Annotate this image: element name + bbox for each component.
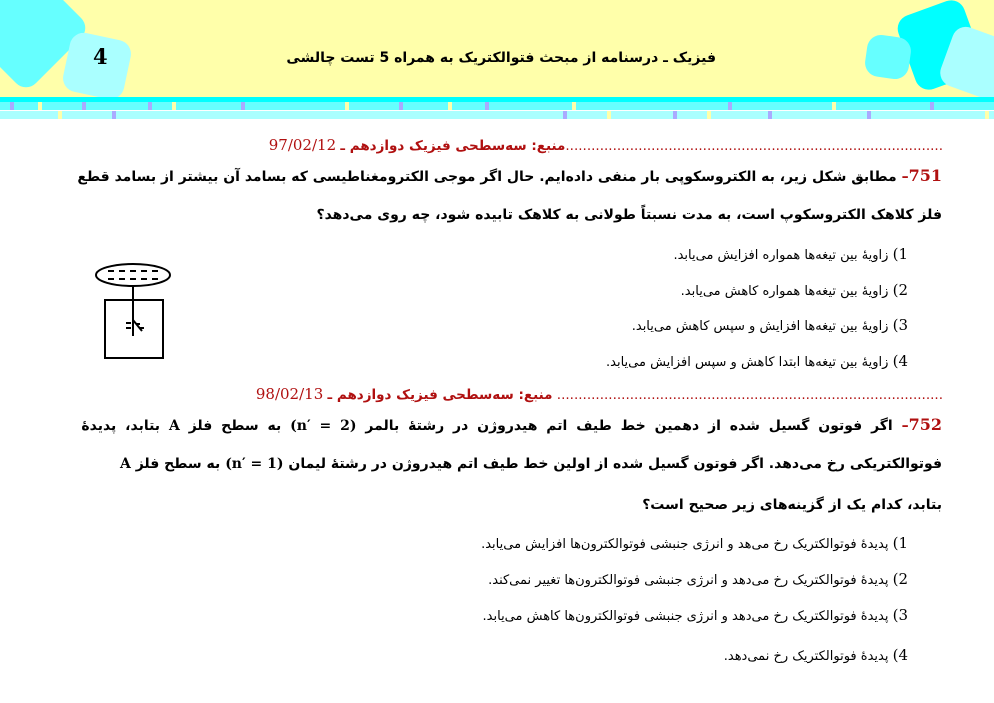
document-title: فیزیک ـ درسنامه از مبحث فتوالکتریک به همراه 5 تست چالشی — [286, 50, 716, 66]
question-number: 751 — [908, 166, 942, 185]
question-751-option-2[interactable]: 2) زاویهٔ بین تیغه‌ها همواره کاهش می‌یابد. — [680, 281, 908, 299]
question-751-option-3[interactable]: 3) زاویهٔ بین تیغه‌ها افزایش و سپس کاهش می‌یابد. — [631, 316, 908, 334]
source-date: 98/02/13 — [255, 385, 324, 403]
question-751-option-4[interactable]: 4) زاویهٔ بین تیغه‌ها ابتدا کاهش و سپس افزایش می‌یابد. — [606, 352, 908, 370]
source-label: منبع: سه‌سطحی فیزیک دوازدهم ـ — [327, 387, 553, 403]
electroscope-diagram — [90, 258, 180, 364]
electroscope-cap — [96, 264, 170, 286]
question-751-line-1: 751– مطابق شکل زیر، به الکتروسکوپی بار منفی داده‌ایم. حال اگر موجی الکترومغناطیسی که بسامد آن بیشتر از بسامد قطع — [77, 166, 942, 185]
question-752-option-3[interactable]: 3) پدیدهٔ فوتوالکتریک رخ می‌دهد و انرژی جنبشی فوتوالکترون‌ها کاهش می‌یابد. — [482, 606, 908, 624]
page-number: 4 — [93, 44, 108, 69]
decor-square-right-2 — [863, 33, 912, 81]
header-stripes — [0, 97, 994, 121]
page-header — [0, 0, 994, 100]
math-n-prime-2: (n′ = 2) — [290, 418, 357, 434]
question-751-option-1[interactable]: 1) زاویهٔ بین تیغه‌ها همواره افزایش می‌یابد. — [673, 245, 908, 263]
question-752-source: .......................................................................................... منبع: سه‌سطحی فیزیک دوازدهم ـ 98/02/13 — [255, 385, 943, 403]
question-751-source: ........................................................................................منبع: سه‌سطحی فیزیک دوازدهم ـ 97/02/12 — [268, 136, 943, 154]
question-752-option-1[interactable]: 1) پدیدهٔ فوتوالکتریک رخ می‌هد و انرژی جنبشی فوتوالکترون‌ها افزایش می‌یابد. — [481, 534, 908, 552]
question-752-option-2[interactable]: 2) پدیدهٔ فوتوالکتریک رخ می‌دهد و انرژی جنبشی فوتوالکترون‌ها تغییر نمی‌کند. — [488, 570, 908, 588]
source-label: منبع: سه‌سطحی فیزیک دوازدهم ـ — [340, 138, 566, 154]
question-752-option-4[interactable]: 4) پدیدهٔ فوتوالکتریک رخ نمی‌دهد. — [723, 646, 908, 664]
math-n-prime-1: (n′ = 1) — [225, 456, 284, 472]
electroscope-leaves — [126, 320, 144, 331]
question-number: 752 — [908, 415, 942, 434]
question-752-line-1: 752– اگر فوتون گسیل شده از دهمین خط طیف اتم هیدروژن در رشتهٔ بالمر (n′ = 2) به سطح فلز A بتابد، پدیدهٔ — [81, 415, 942, 434]
question-751-line-2: فلز کلاهک الکتروسکوپ است، به مدت نسبتاً طولانی به کلاهک تابیده شود، چه روی می‌دهد؟ — [316, 207, 942, 223]
question-752-line-3: بتابد، کدام یک از گزینه‌های زیر صحیح است؟ — [642, 497, 942, 513]
source-date: 97/02/12 — [268, 136, 337, 154]
negative-charges — [108, 271, 158, 279]
question-752-line-2: فوتوالکتریکی رخ می‌دهد. اگر فوتون گسیل شده از اولین خط طیف اتم هیدروژن در رشتهٔ لیمان (n′ = 1) به سطح فلز A — [119, 456, 942, 472]
